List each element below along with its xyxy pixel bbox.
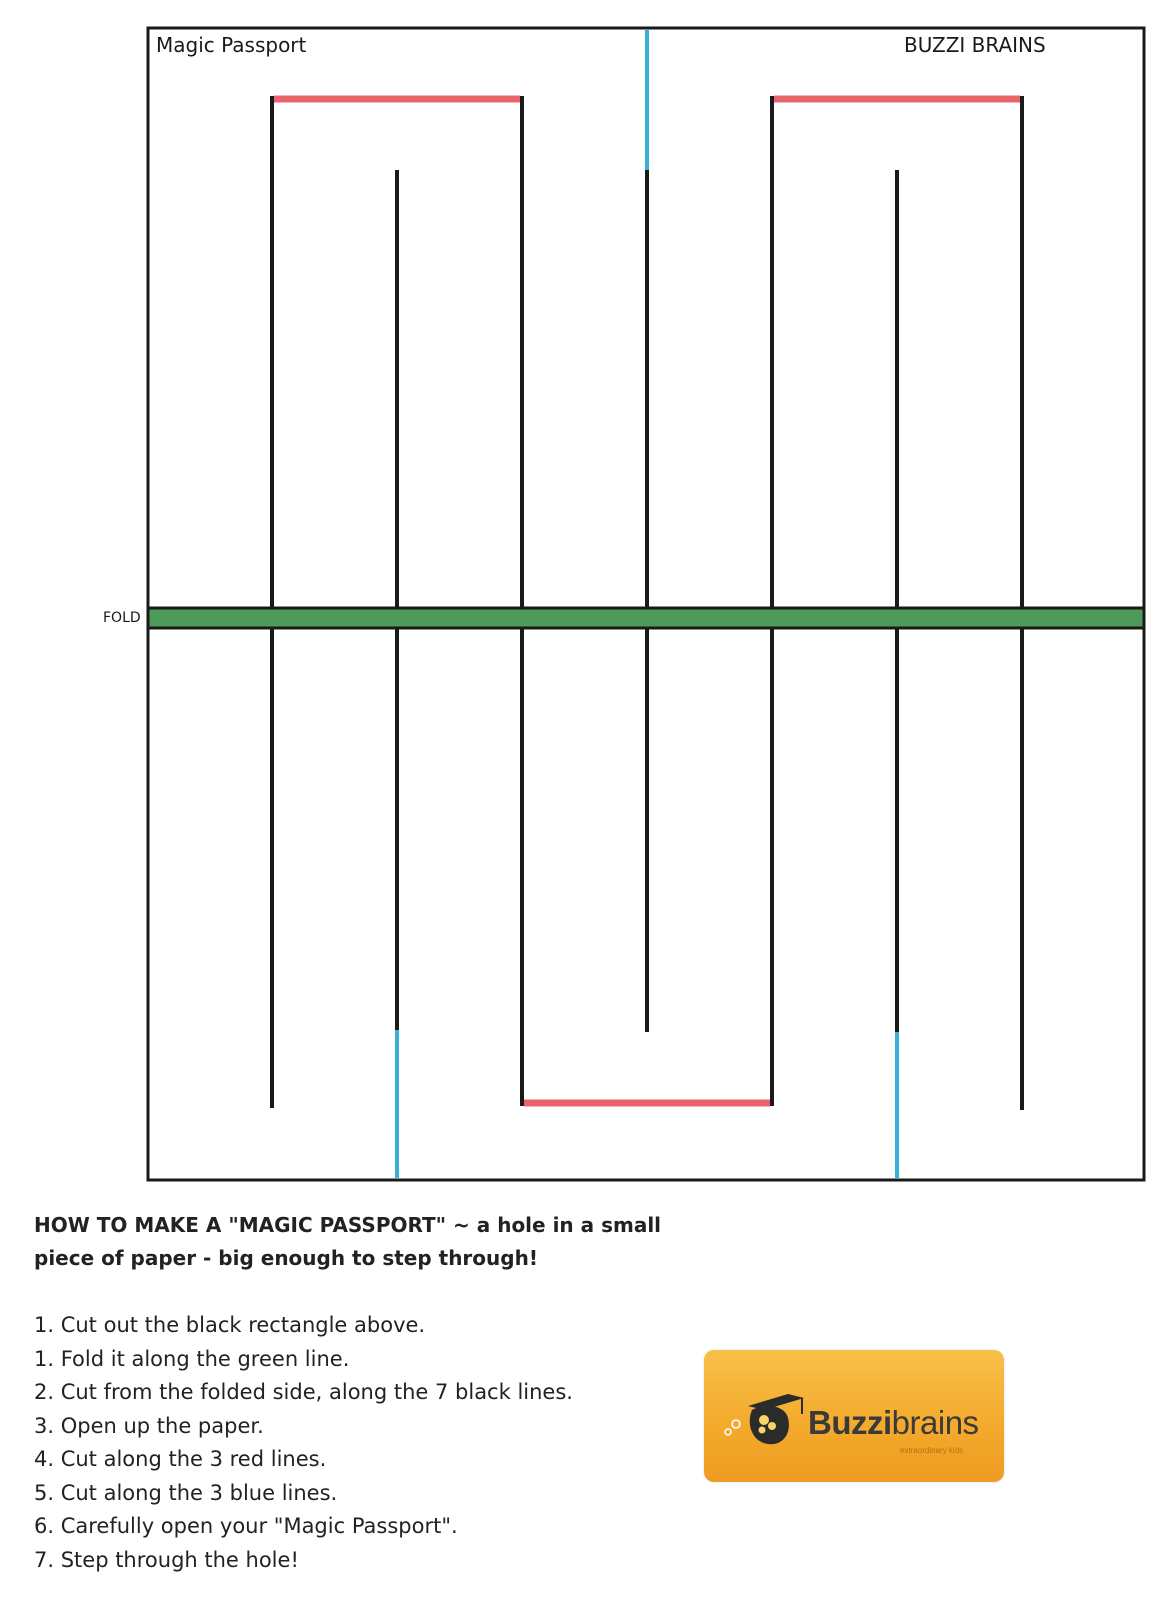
graduation-head-icon [722,1384,806,1448]
fold-label: FOLD [103,610,141,626]
buzzibrains-logo [704,1350,1004,1482]
step-item: 2. Cut from the folded side, along the 7 black lines. [34,1380,573,1404]
step-item: 1. Cut out the black rectangle above. [34,1313,426,1337]
fold-line [148,608,1144,628]
step-item: 6. Carefully open your "Magic Passport". [34,1514,458,1538]
step-item: 1. Fold it along the green line. [34,1346,350,1371]
logo-word-light: brains [891,1404,979,1441]
step-item: 4. Cut along the 3 red lines. [34,1447,327,1471]
heading-bold: HOW TO MAKE A "MAGIC PASSPORT" [34,1213,447,1237]
passport-title: Magic Passport [156,33,307,57]
logo-wordmark [808,1404,979,1442]
step-item: 3. Open up the paper. [34,1413,264,1438]
step-item: 7. Step through the hole! [34,1547,299,1572]
instruction-steps [34,1309,573,1577]
brand-title: BUZZI BRAINS [904,33,1046,57]
logo-word-bold: Buzzi [808,1404,892,1441]
step-item: 5. Cut along the 3 blue lines. [34,1480,338,1505]
logo-tagline: extraordinary kids [900,1446,964,1455]
heading-rest: ~ a hole in a small piece of paper - big enough to step through! [34,1213,662,1270]
instructions-heading [34,1209,674,1275]
